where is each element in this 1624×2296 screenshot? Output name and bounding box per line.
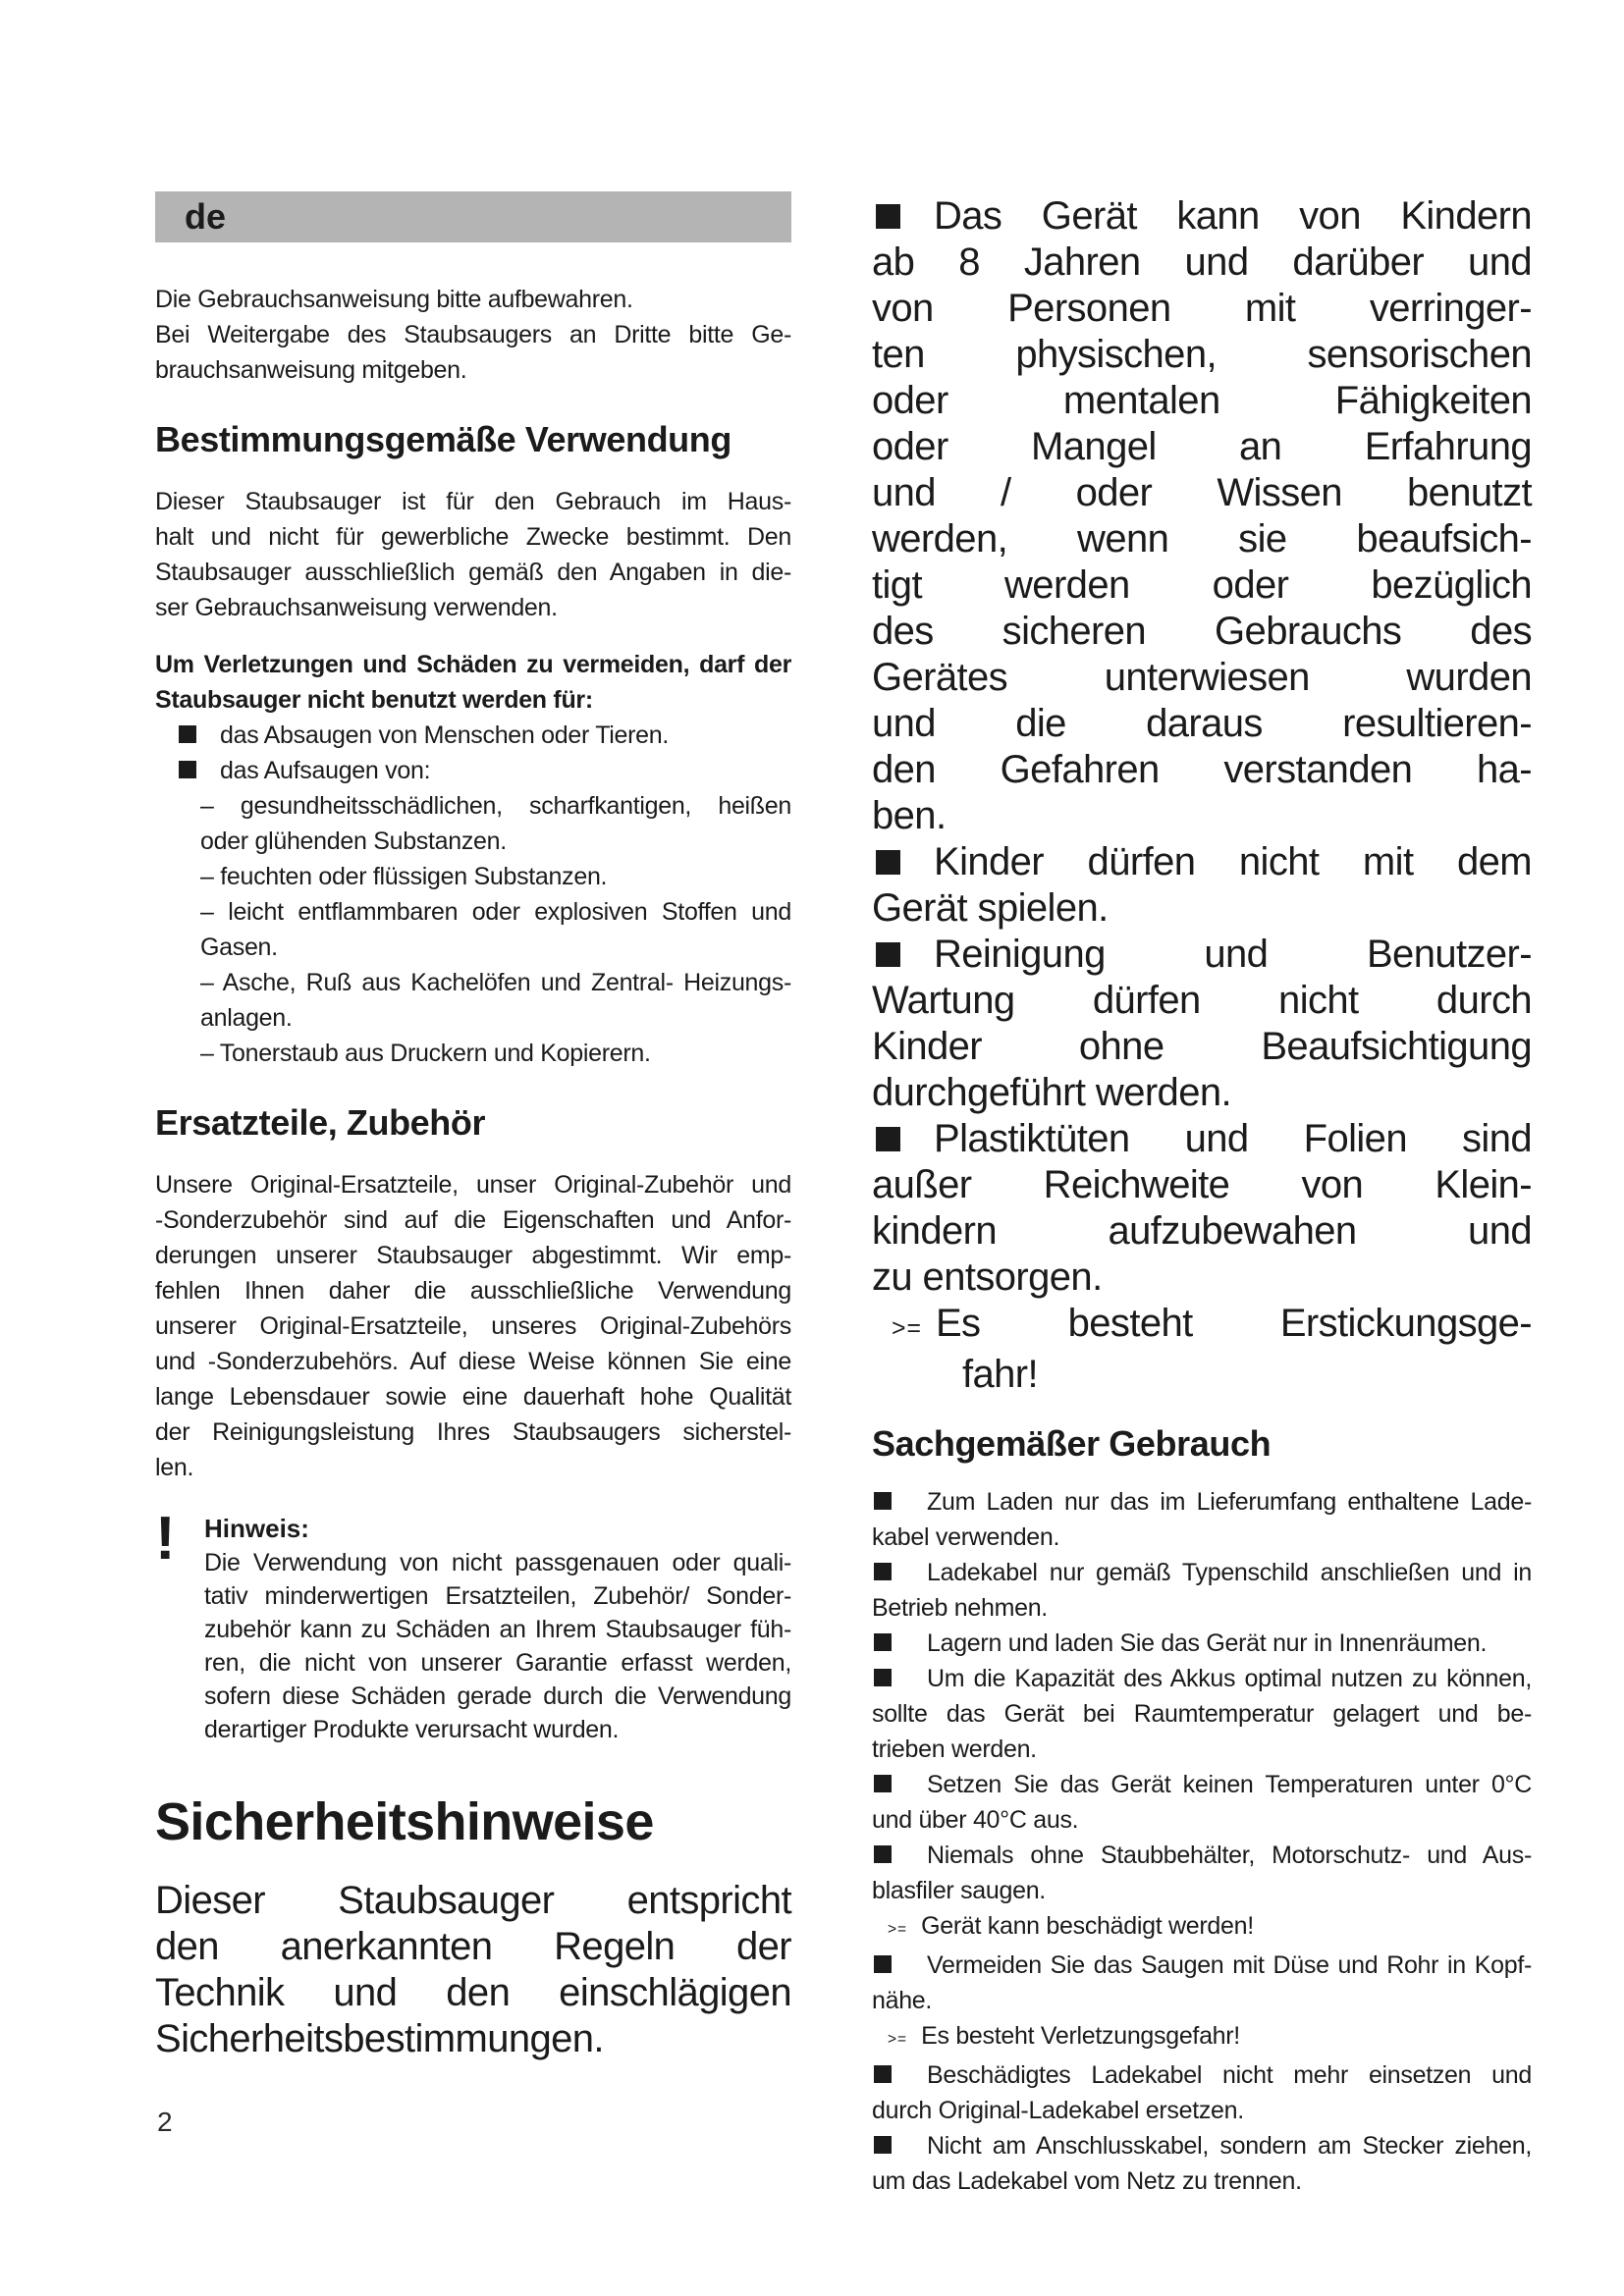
text-line: Betrieb nehmen. — [872, 1594, 1048, 1622]
text-line: brauchsanweisung mitgeben. — [155, 356, 467, 384]
text-line: zu entsorgen. — [872, 1255, 1103, 1299]
language-tab-label: de — [185, 196, 227, 237]
bullet-item — [872, 2128, 1532, 2199]
bullet-square-icon — [179, 725, 196, 743]
text-line: ren, die nicht von unserer Garantie erfasst werden, — [204, 1649, 791, 1677]
text-line: durch Original-Ladekabel ersetzen. — [872, 2097, 1244, 2124]
text-line: der Reinigungsleistung Ihres Staubsaugers sicherstel- — [155, 1418, 791, 1446]
text-line — [872, 1661, 1532, 1696]
dash-sub-item — [155, 788, 791, 859]
text-line — [872, 1838, 1532, 1873]
text-line: des sicheren Gebrauchs des — [872, 610, 1532, 653]
bullet-item — [872, 1948, 1532, 2018]
text-line: derungen unserer Staubsauger abgestimmt. Wir emp- — [155, 1242, 791, 1269]
text-line — [155, 753, 791, 788]
result-arrow-icon: >= — [892, 1315, 922, 1342]
text-line — [872, 2057, 1532, 2093]
text-line: Technik und den einschlägigen — [155, 1971, 791, 2014]
bullet-item — [155, 753, 791, 788]
bullet-item — [872, 1555, 1532, 1626]
text-line: sollte das Gerät bei Raumtemperatur gelagert und be- — [872, 1700, 1532, 1728]
bullet-square-icon — [874, 1669, 892, 1686]
text-line: nähe. — [872, 1987, 933, 2014]
note-block — [155, 1505, 791, 1746]
bullet-item — [872, 932, 1532, 1116]
text-line: – gesundheitsschädlichen, scharfkantigen, heißen — [200, 792, 791, 820]
bullet-item — [155, 718, 791, 753]
bullet-square-icon — [874, 1492, 892, 1510]
text-line: von Personen mit verringer- — [872, 287, 1532, 330]
dash-sub-item — [155, 894, 791, 965]
text-line: Kinder ohne Beaufsichtigung — [872, 1025, 1532, 1068]
bullet-item — [872, 193, 1532, 839]
bullet-square-icon — [876, 850, 900, 875]
bullet-square-icon — [876, 942, 900, 967]
text-line — [872, 1484, 1532, 1520]
text-line: Es besteht Verletzungsgefahr! — [921, 2022, 1240, 2050]
section-heading: Bestimmungsgemäße Verwendung — [155, 419, 731, 459]
text-line: trieben werden. — [872, 1735, 1037, 1763]
bullet-item — [872, 1116, 1532, 1301]
text-line: unserer Original-Ersatzteile, unseres Original-Zubehörs — [155, 1312, 791, 1340]
text-line: Wartung dürfen nicht durch — [872, 979, 1532, 1022]
text-line: ab 8 Jahren und darüber und — [872, 240, 1532, 284]
left-column-content — [155, 282, 791, 2062]
bullet-item — [872, 839, 1532, 932]
text-line: kabel verwenden. — [872, 1523, 1060, 1551]
text-line: den anerkannten Regeln der — [155, 1925, 791, 1968]
text-line: das Absaugen von Menschen oder Tieren. — [220, 721, 669, 749]
text-line: fehlen Ihnen daher die ausschließliche Verwendung — [155, 1277, 791, 1305]
result-arrow-icon: >= — [888, 1921, 908, 1938]
text-line: fahr! — [962, 1353, 1039, 1396]
bullet-square-icon — [874, 1775, 892, 1792]
paragraph — [155, 317, 791, 388]
bullet-item — [872, 1626, 1532, 1661]
text-line: Die Gebrauchsanweisung bitte aufbewahren. — [155, 286, 633, 313]
left-column — [155, 0, 791, 2062]
text-line: len. — [155, 1454, 194, 1481]
text-line: Niemals ohne Staubbehälter, Motorschutz- und Aus- — [927, 1842, 1532, 1869]
text-line: Bei Weitergabe des Staubsaugers an Dritte bitte Ge- — [155, 321, 791, 348]
section-heading: Sachgemäßer Gebrauch — [872, 1423, 1272, 1464]
text-line: das Aufsaugen von: — [220, 757, 431, 784]
text-line: tigt werden oder bezüglich — [872, 563, 1532, 607]
text-line — [872, 193, 1532, 240]
text-line: Dieser Staubsauger ist für den Gebrauch im Haus- — [155, 488, 791, 515]
text-line — [872, 2128, 1532, 2163]
text-line — [872, 1767, 1532, 1802]
section-heading: Ersatzteile, Zubehör — [155, 1102, 486, 1143]
bullet-item — [872, 2057, 1532, 2128]
text-line: Setzen Sie das Gerät keinen Temperaturen unter 0°C — [927, 1771, 1532, 1798]
text-line: Reinigung und Benutzer- — [934, 933, 1532, 976]
text-line: oder glühenden Substanzen. — [200, 828, 507, 855]
result-note — [872, 2018, 1532, 2057]
text-line — [872, 839, 1532, 885]
bullet-square-icon — [874, 2065, 892, 2083]
page-number: 2 — [157, 2107, 173, 2137]
text-line: Zum Laden nur das im Lieferumfang enthaltene Lade- — [927, 1488, 1532, 1516]
text-line: und / oder Wissen benutzt — [872, 471, 1532, 514]
text-line: Es besteht Erstickungsge- — [935, 1302, 1532, 1345]
text-line: oder Mangel an Erfahrung — [872, 425, 1532, 468]
text-line: den Gefahren verstanden ha- — [872, 748, 1532, 791]
bullet-item — [872, 1767, 1532, 1838]
text-line — [888, 2018, 1532, 2057]
text-line: Dieser Staubsauger entspricht — [155, 1879, 791, 1922]
text-line: sofern diese Schäden gerade durch die Verwendung — [204, 1682, 791, 1710]
bullet-square-icon — [876, 204, 900, 229]
text-line — [872, 1626, 1532, 1661]
dash-sub-item — [155, 965, 791, 1036]
text-line: kindern aufzubewahen und — [872, 1209, 1532, 1253]
bullet-square-icon — [874, 1633, 892, 1651]
text-line: Gasen. — [200, 934, 278, 961]
text-line: Plastiktüten und Folien sind — [934, 1117, 1532, 1160]
note-title: Hinweis: — [204, 1514, 309, 1543]
result-note — [872, 1908, 1532, 1948]
bullet-item — [872, 1661, 1532, 1767]
text-line: werden, wenn sie beaufsich- — [872, 517, 1532, 561]
paragraph — [155, 484, 791, 625]
language-tab — [155, 191, 791, 242]
dash-sub-item — [155, 859, 791, 894]
text-line: Beschädigtes Ladekabel nicht mehr einsetzen und — [927, 2061, 1532, 2089]
text-line: Gerät spielen. — [872, 886, 1109, 930]
text-line: Gerätes unterwiesen wurden — [872, 656, 1532, 699]
text-line: Um die Kapazität des Akkus optimal nutzen zu können, — [927, 1665, 1532, 1692]
text-line: – Asche, Ruß aus Kachelöfen und Zentral- Heizungs- — [200, 969, 791, 996]
dash-sub-item — [155, 1036, 791, 1071]
bold-paragraph — [155, 647, 791, 718]
text-line: Nicht am Anschlusskabel, sondern am Stecker ziehen, — [927, 2132, 1532, 2160]
text-line: tativ minderwertigen Ersatzteilen, Zubehör/ Sonder- — [204, 1582, 791, 1610]
text-line: Um Verletzungen und Schäden zu vermeiden, darf der — [155, 651, 791, 678]
text-line: Ladekabel nur gemäß Typenschild anschließen und in — [927, 1559, 1532, 1586]
text-line — [872, 1948, 1532, 1983]
text-line: – leicht entflammbaren oder explosiven Stoffen und — [200, 898, 791, 926]
text-line: und -Sonderzubehörs. Auf diese Weise können Sie eine — [155, 1348, 791, 1375]
text-line: Sicherheitsbestimmungen. — [155, 2017, 604, 2060]
text-line: halt und nicht für gewerbliche Zwecke bestimmt. Den — [155, 523, 791, 551]
text-line: Unsere Original-Ersatzteile, unser Original-Zubehör und — [155, 1171, 791, 1199]
note-body — [204, 1511, 791, 1746]
text-line: Lagern und laden Sie das Gerät nur in Innenräumen. — [927, 1629, 1488, 1657]
paragraph — [155, 1167, 791, 1485]
text-line: Staubsauger nicht benutzt werden für: — [155, 686, 593, 714]
text-line: und über 40°C aus. — [872, 1806, 1079, 1834]
text-line: Das Gerät kann von Kindern — [934, 194, 1532, 238]
text-line — [872, 1116, 1532, 1162]
bullet-square-icon — [874, 1955, 892, 1973]
text-line: Vermeiden Sie das Saugen mit Düse und Rohr in Kopf- — [927, 1951, 1532, 1979]
text-line: lange Lebensdauer sowie eine dauerhaft hohe Qualität — [155, 1383, 791, 1411]
text-line: Die Verwendung von nicht passgenauen oder quali- — [204, 1549, 791, 1576]
bullet-square-icon — [179, 761, 196, 778]
text-line: -Sonderzubehör sind auf die Eigenschaften und Anfor- — [155, 1206, 791, 1234]
paragraph — [155, 282, 791, 317]
text-line: und die daraus resultieren- — [872, 702, 1532, 745]
text-line: ten physischen, sensorischen — [872, 333, 1532, 376]
text-line — [872, 932, 1532, 978]
result-arrow-icon: >= — [888, 2031, 908, 2048]
bullet-square-icon — [874, 2136, 892, 2154]
text-line: außer Reichweite von Klein- — [872, 1163, 1532, 1206]
bullet-square-icon — [874, 1563, 892, 1580]
text-line: Gerät kann beschädigt werden! — [921, 1912, 1254, 1940]
result-note — [872, 1301, 1532, 1398]
text-line: ser Gebrauchsanweisung verwenden. — [155, 594, 558, 621]
bullet-item — [872, 1484, 1532, 1555]
text-line: durchgeführt werden. — [872, 1071, 1232, 1114]
text-line — [155, 718, 791, 753]
text-line: – feuchten oder flüssigen Substanzen. — [200, 863, 608, 890]
text-line: anlagen. — [200, 1004, 293, 1032]
text-line: ben. — [872, 794, 947, 837]
note-exclamation-icon: ! — [155, 1505, 176, 1573]
text-line — [888, 1908, 1532, 1948]
text-line: um das Ladekabel vom Netz zu trennen. — [872, 2167, 1302, 2195]
text-line — [872, 1555, 1532, 1590]
bullet-square-icon — [876, 1127, 900, 1151]
text-line: blasfiler saugen. — [872, 1877, 1046, 1904]
text-line: zubehör kann zu Schäden an Ihrem Staubsauger füh- — [204, 1616, 791, 1643]
text-line — [892, 1301, 1532, 1352]
large-paragraph — [155, 1878, 791, 2062]
text-line: Staubsauger ausschließlich gemäß den Angaben in die- — [155, 559, 791, 586]
bullet-square-icon — [874, 1845, 892, 1863]
text-line: oder mentalen Fähigkeiten — [872, 379, 1532, 422]
text-line: Kinder dürfen nicht mit dem — [934, 840, 1532, 883]
bullet-item — [872, 1838, 1532, 1908]
right-column — [872, 0, 1532, 2199]
text-line: – Tonerstaub aus Druckern und Kopierern. — [200, 1040, 651, 1067]
section-heading: Sicherheitshinweise — [155, 1792, 654, 1851]
text-line: derartiger Produkte verursacht wurden. — [204, 1716, 620, 1743]
